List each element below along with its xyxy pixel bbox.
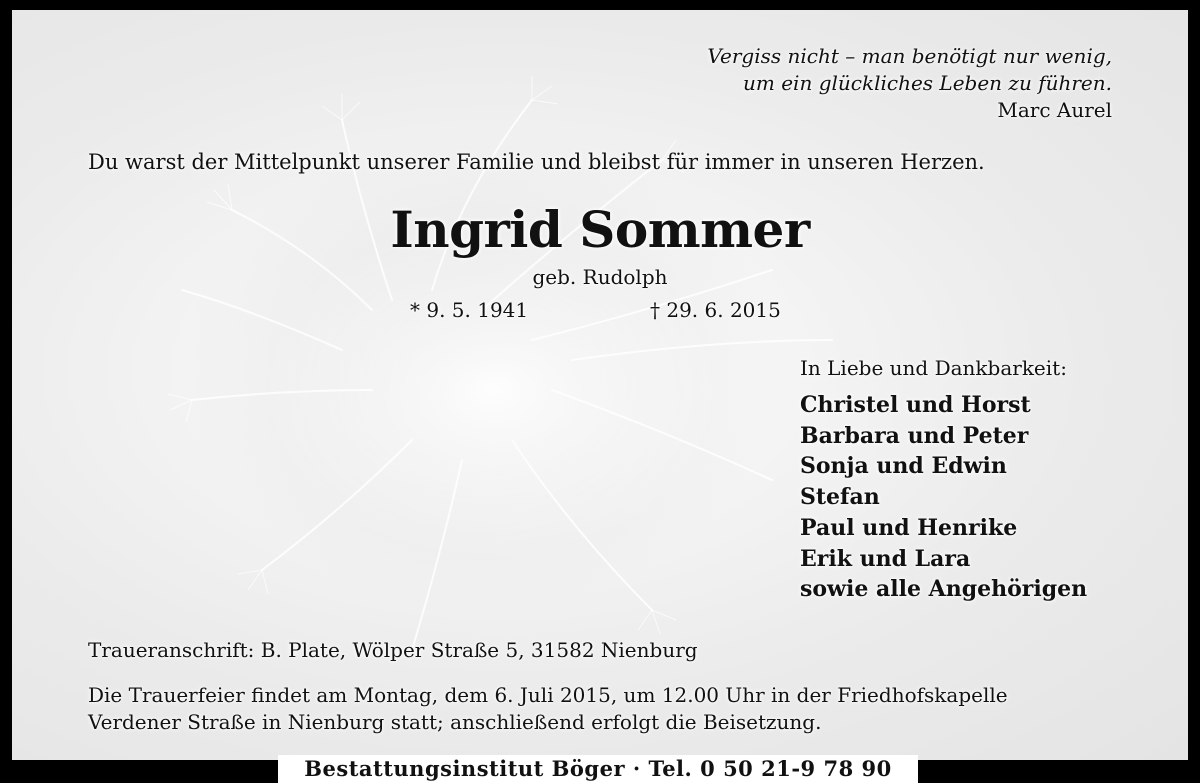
quote-line-1: Vergiss nicht – man benötigt nur wenig, xyxy=(707,44,1112,68)
ceremony-info xyxy=(88,682,1008,736)
death-date: † 29. 6. 2015 xyxy=(650,298,781,322)
mourning-address: Traueranschrift: B. Plate, Wölper Straße 5, 31582 Nienburg xyxy=(88,638,698,662)
ceremony-line-2: Verdener Straße in Nienburg statt; anschließend erfolgt die Beisetzung. xyxy=(88,710,822,734)
mourner-name: Barbara und Peter xyxy=(800,422,1029,449)
mourner-name: Stefan xyxy=(800,484,880,511)
quote-line-2: um ein glückliches Leben zu führen. xyxy=(743,71,1112,95)
mourner-name: Sonja und Edwin xyxy=(800,453,1007,480)
mourners-list xyxy=(800,390,1087,605)
mourner-name: sowie alle Angehörigen xyxy=(800,576,1088,603)
birth-date: * 9. 5. 1941 xyxy=(410,298,529,322)
ceremony-line-1: Die Trauerfeier findet am Montag, dem 6. Juli 2015, um 12.00 Uhr in der Friedhofskapelle xyxy=(88,683,1008,707)
mourner-name: Paul und Henrike xyxy=(800,514,1018,541)
mourner-name: Erik und Lara xyxy=(800,545,971,572)
notice-panel xyxy=(12,10,1188,760)
funeral-home-footer: Bestattungsinstitut Böger · Tel. 0 50 21-9 78 90 xyxy=(278,755,918,783)
quote-author: Marc Aurel xyxy=(997,98,1112,122)
maiden-name: geb. Rudolph xyxy=(532,265,668,289)
intro-text: Du warst der Mittelpunkt unserer Familie und bleibst für immer in unseren Herzen. xyxy=(88,150,985,174)
mourner-name: Christel und Horst xyxy=(800,392,1031,418)
deceased-name: Ingrid Sommer xyxy=(390,200,810,259)
mourners-heading: In Liebe und Dankbarkeit: xyxy=(800,356,1067,380)
